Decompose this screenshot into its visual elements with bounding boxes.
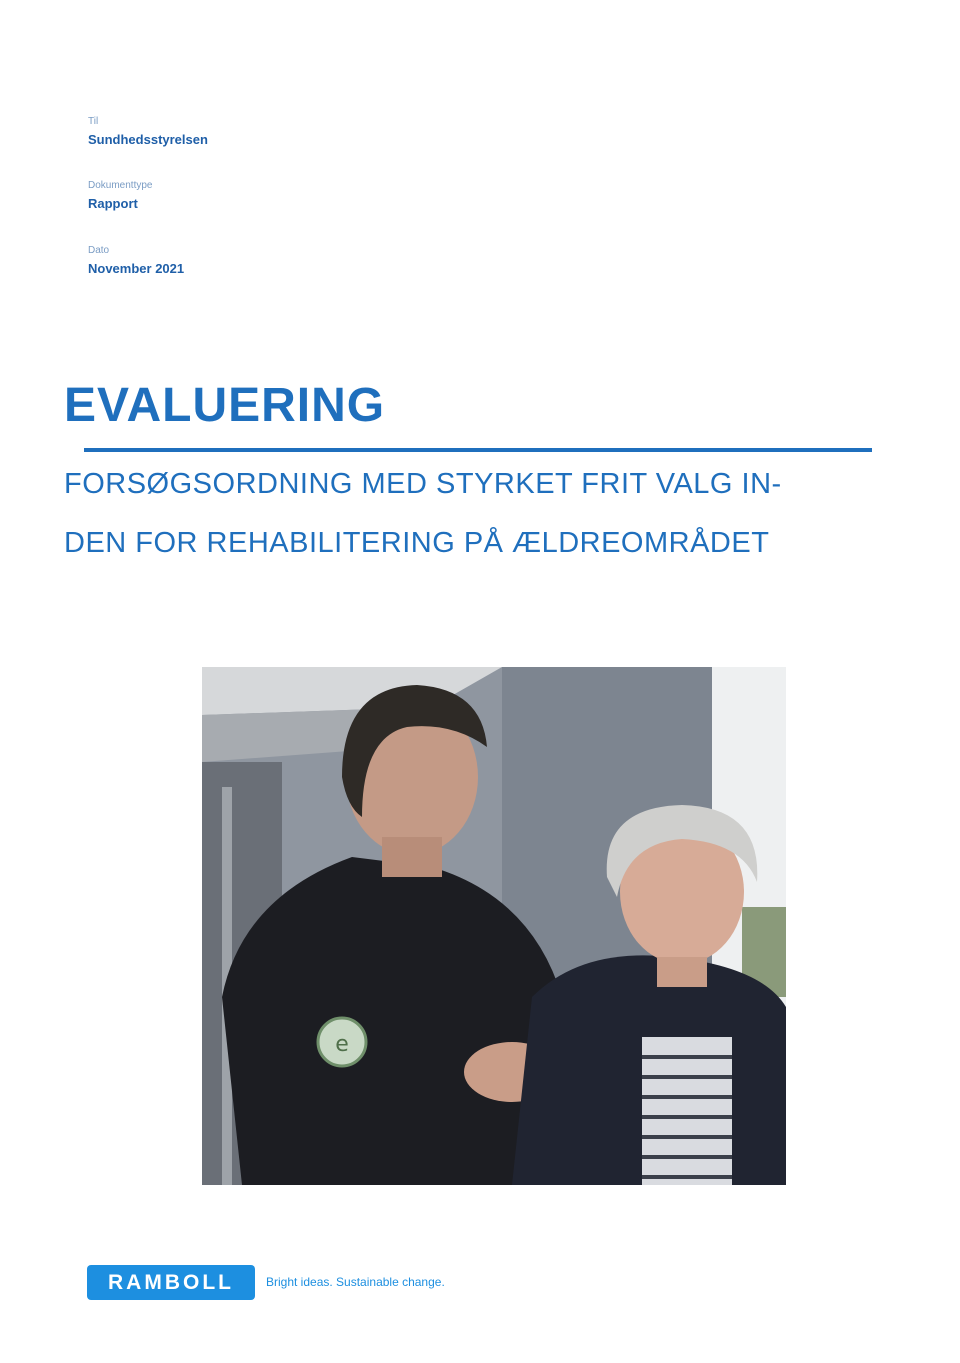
title-divider bbox=[84, 448, 872, 452]
document-subtitle bbox=[64, 455, 864, 573]
subtitle-line-1: FORSØGSORDNING MED STYRKET FRIT VALG IN- bbox=[64, 468, 782, 500]
doctype-label: Dokumenttype bbox=[88, 180, 153, 191]
recipient-block bbox=[88, 116, 208, 148]
doctype-block bbox=[88, 180, 152, 212]
recipient-label: Til bbox=[88, 116, 99, 127]
svg-text:e: e bbox=[335, 1032, 349, 1057]
subtitle-line-2: DEN FOR REHABILITERING PÅ ÆLDREOMRÅDET bbox=[64, 527, 770, 559]
cover-photo bbox=[202, 667, 786, 1185]
company-tagline: Bright ideas. Sustainable change. bbox=[266, 1275, 445, 1289]
recipient-value: Sundhedsstyrelsen bbox=[88, 132, 208, 147]
document-title: EVALUERING bbox=[64, 379, 386, 432]
date-block bbox=[88, 245, 184, 277]
date-label: Dato bbox=[88, 245, 110, 256]
doctype-value: Rapport bbox=[88, 196, 138, 211]
ramboll-logo: RAMBOLL bbox=[87, 1265, 255, 1300]
date-value: November 2021 bbox=[88, 261, 185, 276]
